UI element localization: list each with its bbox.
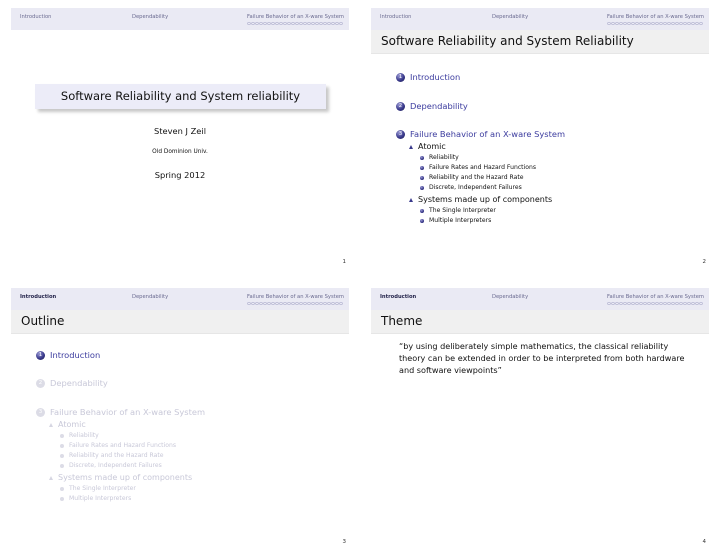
toc-section-label: Failure Behavior of an X-ware System	[410, 129, 566, 139]
nav-section-failure-behavior[interactable]: Failure Behavior of an X-ware System	[247, 14, 344, 20]
section-number-ball: 2	[36, 379, 45, 388]
section-number-ball: 1	[36, 351, 45, 360]
section-number-ball: 2	[396, 102, 405, 111]
ball-bullet-icon	[420, 219, 424, 223]
toc-item-label: Reliability	[429, 154, 459, 161]
nav-section-failure-behavior[interactable]: Failure Behavior of an X-ware System	[247, 294, 344, 300]
nav-progress-dots[interactable]	[607, 21, 703, 26]
ball-bullet-icon	[420, 156, 424, 160]
outline-slide	[11, 288, 349, 550]
nav-section-failure-behavior[interactable]: Failure Behavior of an X-ware System	[607, 294, 704, 300]
author: Steven J Zeil	[153, 126, 207, 136]
triangle-bullet-icon	[409, 198, 413, 202]
toc-subsection-label: Atomic	[418, 142, 446, 151]
toc-subsection-label: Systems made up of components	[58, 473, 193, 482]
nav-bar	[11, 288, 349, 310]
toc-item-label: The Single Interpreter	[69, 485, 136, 492]
toc-item-label: Reliability	[69, 432, 99, 439]
frame-title-bar	[371, 30, 709, 54]
theme-slide	[371, 288, 709, 550]
ball-bullet-icon	[60, 464, 64, 468]
institution: Old Dominion Univ.	[152, 149, 208, 155]
nav-progress-dots[interactable]	[247, 301, 343, 306]
frame-title: Theme	[381, 314, 423, 328]
nav-progress-dots[interactable]	[607, 301, 703, 306]
theme-quote: “by using deliberately simple mathematics, the classical reliability theory can be extended in order to be interpreted from both hardware and software viewpoints”	[399, 341, 685, 376]
ball-bullet-icon	[420, 209, 424, 213]
toc-item-label: Reliability and the Hazard Rate	[429, 174, 524, 181]
page-number: 3	[342, 539, 346, 545]
ball-bullet-icon	[420, 176, 424, 180]
nav-progress-dots[interactable]	[247, 21, 343, 26]
triangle-bullet-icon	[49, 423, 53, 427]
section-number-ball: 3	[396, 130, 405, 139]
triangle-bullet-icon	[49, 476, 53, 480]
toc-item-label: Multiple Interpreters	[429, 217, 492, 224]
toc-item-label: Reliability and the Hazard Rate	[69, 452, 164, 459]
ball-bullet-icon	[60, 444, 64, 448]
nav-section-introduction[interactable]: Introduction	[380, 294, 417, 300]
toc-item-label: Discrete, Independent Failures	[69, 462, 162, 469]
section-number-ball: 3	[36, 408, 45, 417]
title-slide	[11, 8, 349, 270]
triangle-bullet-icon	[409, 145, 413, 149]
page-number: 1	[342, 259, 346, 265]
toc-item-label: Discrete, Independent Failures	[429, 184, 522, 191]
nav-section-dependability[interactable]: Dependability	[492, 294, 529, 300]
toc-item-label: Failure Rates and Hazard Functions	[69, 442, 177, 449]
frame-title: Outline	[21, 314, 65, 328]
nav-section-introduction[interactable]: Introduction	[20, 14, 52, 20]
nav-bar	[11, 8, 349, 30]
toc-section-label: Introduction	[410, 72, 461, 82]
nav-bar	[371, 8, 709, 30]
contents-slide	[371, 8, 709, 270]
page-number: 2	[702, 259, 706, 265]
ball-bullet-icon	[60, 487, 64, 491]
toc-item-label: The Single Interpreter	[429, 207, 496, 214]
toc-section-label: Introduction	[50, 350, 101, 360]
frame-title-bar	[371, 310, 709, 334]
nav-section-dependability[interactable]: Dependability	[132, 294, 169, 300]
nav-section-introduction[interactable]: Introduction	[20, 294, 57, 300]
date: Spring 2012	[154, 170, 206, 180]
toc-section-label: Dependability	[410, 101, 468, 111]
title-box	[35, 84, 326, 109]
ball-bullet-icon	[60, 497, 64, 501]
nav-bar	[371, 288, 709, 310]
ball-bullet-icon	[60, 454, 64, 458]
nav-section-dependability[interactable]: Dependability	[492, 14, 529, 20]
frame-title: Software Reliability and System Reliability	[381, 34, 634, 48]
section-number-ball: 1	[396, 73, 405, 82]
nav-section-introduction[interactable]: Introduction	[380, 14, 412, 20]
toc-item-label: Multiple Interpreters	[69, 495, 132, 502]
toc-section-label: Failure Behavior of an X-ware System	[50, 407, 206, 417]
ball-bullet-icon	[420, 166, 424, 170]
nav-section-failure-behavior[interactable]: Failure Behavior of an X-ware System	[607, 14, 704, 20]
toc-subsection-label: Atomic	[58, 420, 86, 429]
page-number: 4	[702, 539, 706, 545]
ball-bullet-icon	[420, 186, 424, 190]
presentation-title: Software Reliability and System reliability	[60, 89, 301, 103]
ball-bullet-icon	[60, 434, 64, 438]
toc-item-label: Failure Rates and Hazard Functions	[429, 164, 537, 171]
nav-section-dependability[interactable]: Dependability	[132, 14, 169, 20]
toc-subsection-label: Systems made up of components	[418, 195, 553, 204]
toc-section-label: Dependability	[50, 378, 108, 388]
frame-title-bar	[11, 310, 349, 334]
